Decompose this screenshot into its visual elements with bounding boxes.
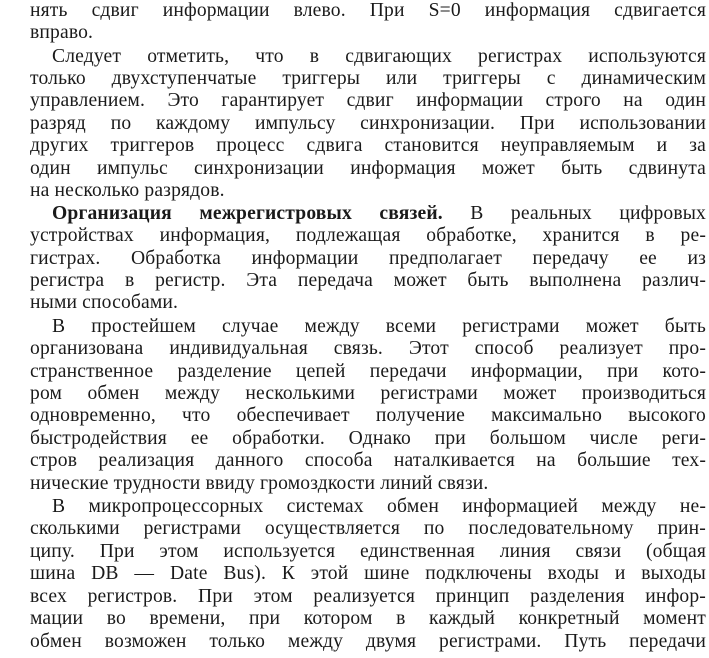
text-line: В простейшем случае между всеми регистрами может быть: [52, 316, 706, 337]
text-line: одновременно, что обеспечивает получение максимально высокого: [30, 405, 706, 426]
text-line: регистра в регистр. Эта передача может быть выполнена различ-: [30, 270, 706, 291]
text-line: [52, 203, 706, 225]
text-line: один импульс синхронизации информация может быть сдвинута: [30, 158, 706, 179]
line-text: В реальных цифровых: [470, 203, 706, 224]
document-page: [30, 0, 706, 658]
text-line: нять сдвиг информации влево. При S=0 информация сдвигается: [30, 0, 706, 21]
text-line: всех регистров. При этом реализуется принцип разделения инфор-: [30, 586, 706, 607]
text-line: мации во времени, при котором в каждый конкретный момент: [30, 608, 706, 629]
text-line: В микропроцессорных системах обмен информацией между не-: [52, 496, 706, 517]
text-line: странственное разделение цепей передачи информации, при кото-: [30, 361, 706, 382]
text-line: гистрах. Обработка информации предполагает передачу ее из: [30, 248, 706, 269]
text-line: организована индивидуальная связь. Этот способ реализует про-: [30, 338, 706, 359]
text-line: стров реализация данного способа наталкивается на большие тех-: [30, 450, 706, 471]
text-line: управлением. Это гарантирует сдвиг информации строго на один: [30, 90, 706, 111]
text-line: на несколько разрядов.: [30, 180, 225, 201]
text-line: ными способами.: [30, 292, 179, 313]
text-line: быстродействия ее обработки. Однако при большом числе реги-: [30, 428, 706, 449]
text-line: вправо.: [30, 22, 94, 43]
text-line: обмен возможен только между двумя регистрами. Путь передачи: [30, 631, 706, 652]
text-line: ром обмен между несколькими регистрами может производиться: [30, 383, 706, 404]
text-line: ципу. При этом используется единственная линия связи (общая: [30, 541, 706, 562]
text-line: других триггеров процесс сдвига становится неуправляемым и за: [30, 135, 706, 156]
section-heading: Организация межрегистровых связей.: [52, 203, 471, 224]
text-line: сколькими регистрами осуществляется по последовательному прин-: [30, 518, 706, 539]
text-line: Следует отметить, что в сдвигающих регистрах используются: [52, 46, 706, 67]
text-line: только двухступенчатые триггеры или триггеры с динамическим: [30, 68, 706, 89]
text-line: шина DB — Date Bus). К этой шине подключены входы и выходы: [30, 563, 706, 584]
text-line: нические трудности ввиду громоздкости линий связи.: [30, 473, 489, 494]
text-line: разряд по каждому импульсу синхронизации. При использовании: [30, 113, 706, 134]
text-line: устройствах информация, подлежащая обработке, хранится в ре-: [30, 225, 706, 246]
